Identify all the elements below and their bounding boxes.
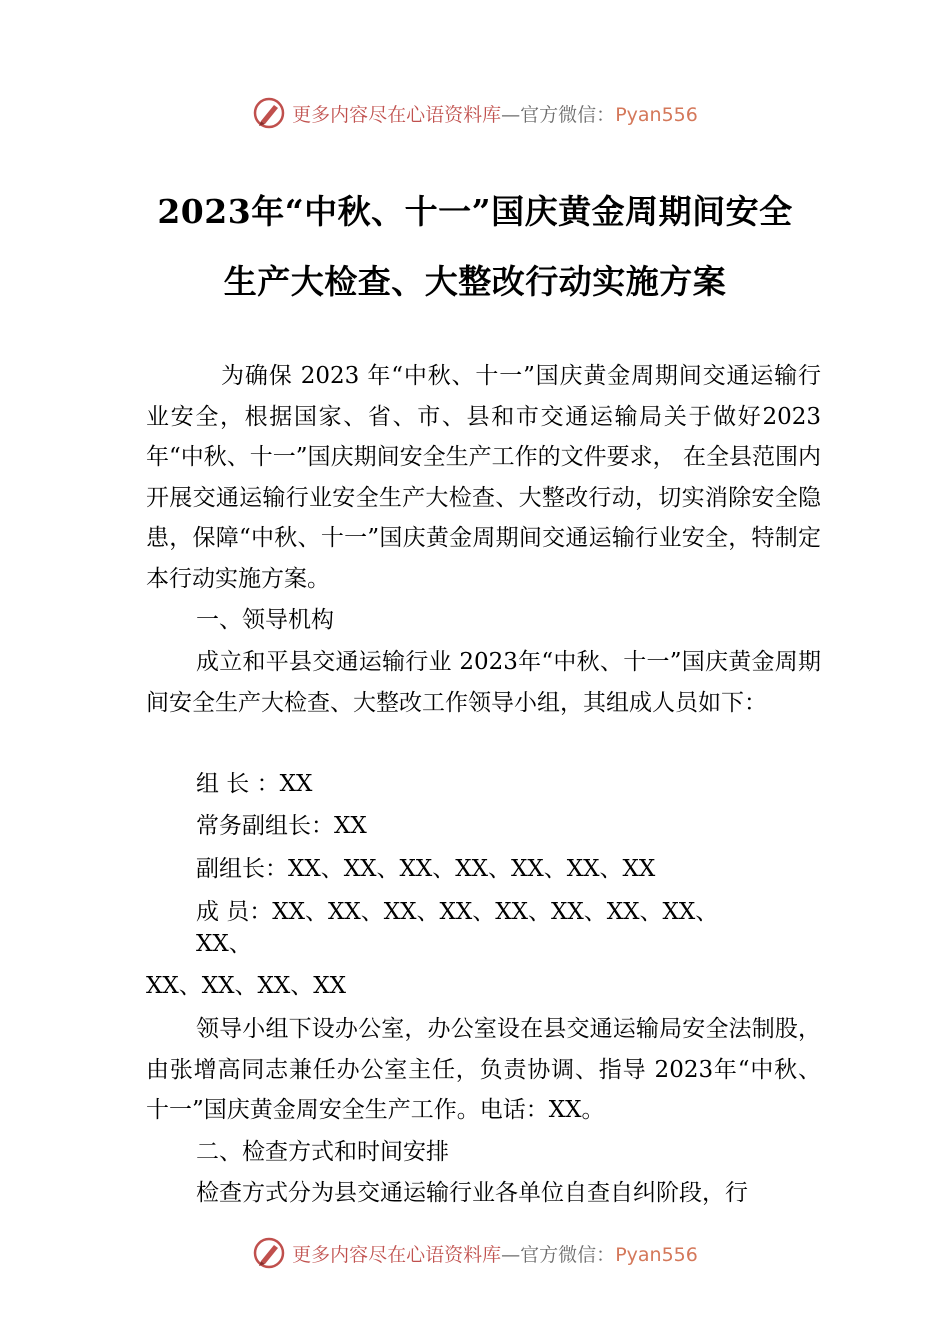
members-line-1: 成 员：XX、XX、XX、XX、XX、XX、XX、XX、 (196, 899, 719, 925)
pen-logo-icon (252, 96, 286, 130)
watermark-banner-bottom (0, 1233, 950, 1273)
members-line-3: XX、XX、XX、XX (146, 973, 346, 999)
document-title-line-2: 生产大检查、大整改行动实施方案 (223, 262, 727, 301)
leader-line: 组 长 ：XX (196, 771, 313, 797)
deputies-line: 副组长：XX、XX、XX、XX、XX、XX、XX (196, 856, 656, 882)
heading-leadership: 一、领导机构 (196, 607, 334, 633)
method-paragraph: 检查方式分为县交通运输行业各单位自查自纠阶段，行 (196, 1180, 748, 1206)
pen-logo-icon (252, 1236, 286, 1270)
watermark-text: 更多内容尽在心语资料库—官方微信：Pyan556 (292, 1243, 698, 1266)
document-title-line-1: 2023年“中秋、十一”国庆黄金周期间安全 (157, 192, 793, 231)
watermark-banner-top (0, 93, 950, 133)
heading-inspection: 二、检查方式和时间安排 (196, 1139, 449, 1165)
watermark-text: 更多内容尽在心语资料库—官方微信：Pyan556 (292, 103, 698, 126)
exec-deputy-line: 常务副组长：XX (196, 813, 367, 839)
office-paragraph: 领导小组下设办公室，办公室设在县交通运输局安全法制股，由张增高同志兼任办公室主任，负责协调、指导 2023年“中秋、十一”国庆黄金周安全生产工作。电话：XX。 (146, 1016, 821, 1123)
group-intro-paragraph: 成立和平县交通运输行业 2023年“中秋、十一”国庆黄金周期间安全生产大检查、大整改工作领导小组，其组成人员如下： (146, 649, 821, 716)
members-line-2: XX、 (196, 931, 252, 957)
intro-paragraph: 为确保 2023 年“中秋、十一”国庆黄金周期间交通运输行业安全，根据国家、省、市、县和市交通运输局关于做好2023年“中秋、十一”国庆期间安全生产工作的文件要求， 在全县范围内开展交通运输行业安全生产大检查、大整改行动，切实消除安全隐患，保障“中秋、十一”国庆黄金周期间交通运输行业安全，特制定本行动实施方案。 (146, 363, 821, 592)
